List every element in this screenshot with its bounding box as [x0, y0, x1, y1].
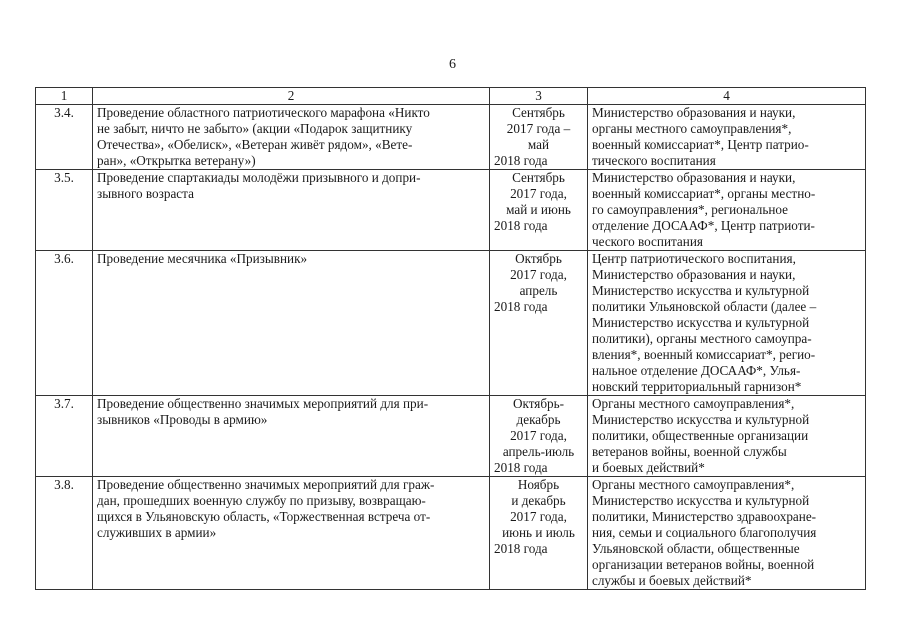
responsible-parties-line: ветеранов войны, военной службы [592, 444, 787, 459]
event-dates [490, 105, 588, 170]
responsible-parties-line: организации ветеранов войны, военной [592, 557, 815, 572]
column-header-3: 3 [490, 88, 588, 105]
item-number: 3.6. [36, 251, 93, 396]
event-name [93, 477, 490, 590]
event-dates-line: Сентябрь [512, 170, 565, 185]
responsible-parties [588, 396, 866, 477]
responsible-parties-line: тического воспитания [592, 153, 716, 168]
responsible-parties [588, 105, 866, 170]
event-name-line: Проведение общественно значимых мероприятий для граж- [97, 477, 435, 492]
event-dates [490, 396, 588, 477]
event-dates [490, 170, 588, 251]
responsible-parties-line: военный комиссариат*, органы местно- [592, 186, 816, 201]
item-number: 3.8. [36, 477, 93, 590]
event-dates-line: Октябрь- [512, 396, 565, 411]
responsible-parties [588, 251, 866, 396]
responsible-parties-line: политики Ульяновской области (далее – [592, 299, 817, 314]
responsible-parties-line: политики, общественные организации [592, 428, 809, 443]
event-dates-line: 2017 года, [510, 428, 567, 443]
event-name [93, 251, 490, 396]
events-table [35, 87, 866, 590]
table-row [36, 170, 866, 251]
table-row [36, 105, 866, 170]
responsible-parties-line: Органы местного самоуправления*, [592, 396, 795, 411]
event-dates-line: апрель-июль [502, 444, 575, 459]
page-number: 6 [449, 57, 456, 72]
event-dates [490, 251, 588, 396]
event-name-line: Проведение общественно значимых мероприятий для при- [97, 396, 429, 411]
event-dates-line: 2018 года [494, 460, 548, 475]
event-name [93, 396, 490, 477]
table-row [36, 396, 866, 477]
responsible-parties-line: Министерство образования и науки, [592, 105, 796, 120]
responsible-parties-line: Министерство образования и науки, [592, 170, 796, 185]
responsible-parties-line: Ульяновской области, общественные [592, 541, 800, 556]
responsible-parties-line: новский территориальный гарнизон* [592, 379, 802, 394]
event-dates-line: апрель [519, 283, 558, 298]
item-number: 3.7. [36, 396, 93, 477]
responsible-parties-line: Министерство искусства и культурной [592, 283, 810, 298]
event-dates-line: май и июнь [506, 202, 571, 217]
event-dates-line: Ноябрь [517, 477, 560, 492]
responsible-parties-line: ния, семьи и социального благополучия [592, 525, 817, 540]
responsible-parties-line: Органы местного самоуправления*, [592, 477, 795, 492]
item-number: 3.4. [36, 105, 93, 170]
responsible-parties-line: политики), органы местного самоупра- [592, 331, 812, 346]
column-header-4: 4 [588, 88, 866, 105]
responsible-parties-line: Министерство искусства и культурной [592, 315, 810, 330]
table-row [36, 251, 866, 396]
event-name-line: не забыт, ничто не забыто» (акции «Подарок защитнику [97, 121, 413, 136]
responsible-parties-line: отделение ДОСААФ*, Центр патриоти- [592, 218, 815, 233]
responsible-parties-line: ческого воспитания [592, 234, 703, 249]
event-name-line: зывного возраста [97, 186, 194, 201]
event-name-line: ран», «Открытка ветерану») [97, 153, 256, 168]
event-dates-line: июнь и июль [502, 525, 575, 540]
event-dates-line: 2018 года [494, 218, 548, 233]
responsible-parties [588, 477, 866, 590]
responsible-parties-line: Министерство образования и науки, [592, 267, 796, 282]
event-name-line: служивших в армии» [97, 525, 217, 540]
event-name [93, 105, 490, 170]
event-dates-line: и декабрь [511, 493, 566, 508]
event-dates-line: 2017 года – [506, 121, 571, 136]
responsible-parties-line: органы местного самоуправления*, [592, 121, 792, 136]
event-dates [490, 477, 588, 590]
responsible-parties-line: Министерство искусства и культурной [592, 493, 810, 508]
responsible-parties-line: вления*, военный комиссариат*, регио- [592, 347, 816, 362]
event-dates-line: 2018 года [494, 299, 548, 314]
responsible-parties-line: нальное отделение ДОСААФ*, Улья- [592, 363, 801, 378]
event-dates-line: 2017 года, [510, 267, 567, 282]
event-dates-line: 2018 года [494, 541, 548, 556]
responsible-parties-line: и боевых действий* [592, 460, 705, 475]
responsible-parties-line: службы и боевых действий* [592, 573, 752, 588]
event-name-line: Отечества», «Обелиск», «Ветеран живёт рядом», «Вете- [97, 137, 413, 152]
table-row [36, 477, 866, 590]
event-dates-line: май [527, 137, 550, 152]
event-name-line: Проведение спартакиады молодёжи призывного и допри- [97, 170, 421, 185]
event-name-line: Проведение месячника «Призывник» [97, 251, 308, 266]
event-name-line: Проведение областного патриотического марафона «Никто [97, 105, 430, 120]
event-dates-line: Сентябрь [512, 105, 565, 120]
responsible-parties [588, 170, 866, 251]
responsible-parties-line: го самоуправления*, региональное [592, 202, 789, 217]
event-dates-line: 2018 года [494, 153, 548, 168]
event-dates-line: Октябрь [515, 251, 562, 266]
event-dates-line: 2017 года, [510, 509, 567, 524]
event-name-line: дан, прошедших военную службу по призыву, возвращаю- [97, 493, 426, 508]
event-dates-line: декабрь [516, 412, 561, 427]
responsible-parties-line: политики, Министерство здравоохране- [592, 509, 817, 524]
column-header-2: 2 [93, 88, 490, 105]
event-name-line: щихся в Ульяновскую область, «Торжественная встреча от- [97, 509, 431, 524]
column-header-1: 1 [36, 88, 93, 105]
event-dates-line: 2017 года, [510, 186, 567, 201]
responsible-parties-line: военный комиссариат*, Центр патрио- [592, 137, 809, 152]
responsible-parties-line: Министерство искусства и культурной [592, 412, 810, 427]
event-name-line: зывников «Проводы в армию» [97, 412, 268, 427]
responsible-parties-line: Центр патриотического воспитания, [592, 251, 796, 266]
table-header-row [36, 88, 866, 105]
item-number: 3.5. [36, 170, 93, 251]
event-name [93, 170, 490, 251]
